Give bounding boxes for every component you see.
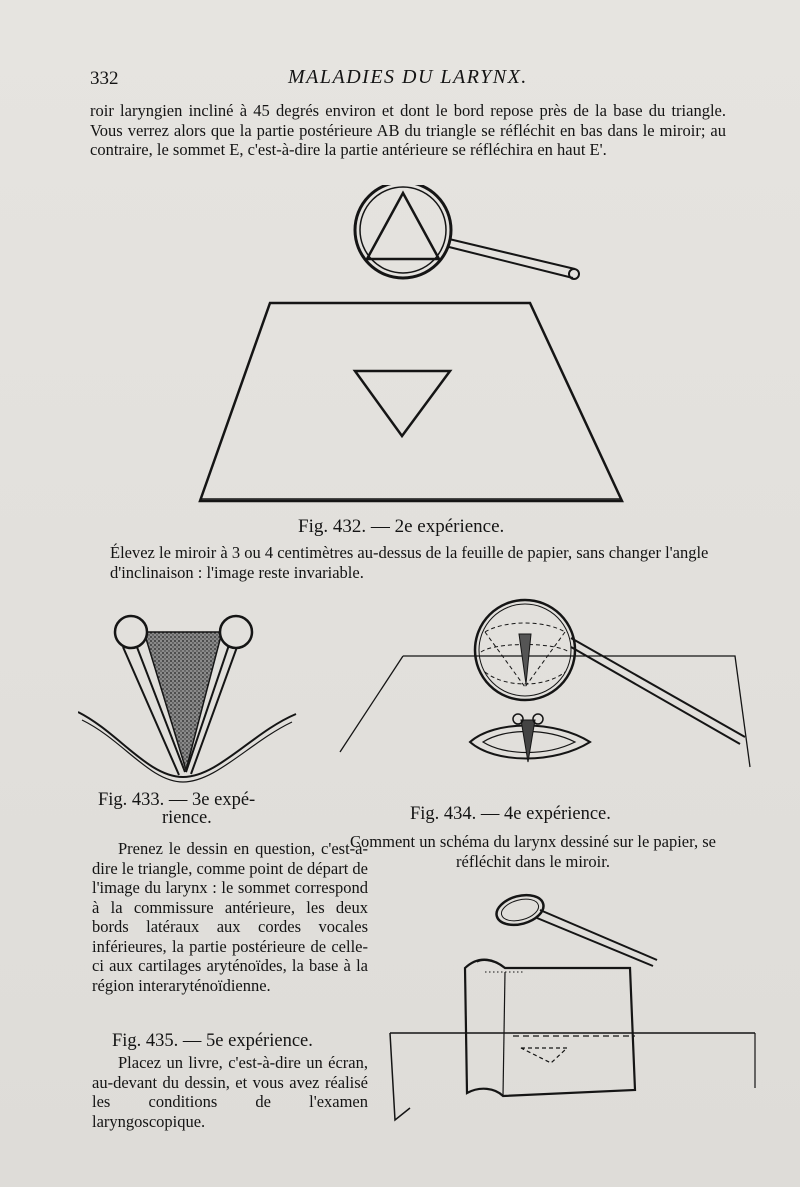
paragraph-fifth-experiment: Placez un livre, c'est-à-dire un écran, au-devant du dessin, et vous avez réalisé les conditions de l'examen laryngoscopique.	[92, 1053, 368, 1131]
figure-432-illustration	[190, 185, 640, 510]
figure-434-illustration	[335, 592, 755, 797]
figure-435-illustration	[385, 888, 765, 1128]
figure-433-illustration	[78, 612, 303, 787]
figure-434-caption: Fig. 434. — 4e expérience.	[410, 804, 611, 824]
figure-433-caption-line1: Fig. 433. — 3e expé-	[98, 790, 256, 810]
paragraph-third-experiment: Prenez le dessin en question, c'est-à-dire le triangle, comme point de départ de l'image du larynx : le sommet correspond à la commissure antérieure, les deux bords latéraux aux cordes vocales inférieures, la partie postérieure de celle-ci aux cartilages aryténoïdes, la base à la région interaryténoïdienne.	[92, 839, 368, 995]
figure-432-caption: Fig. 432. — 2e expérience.	[298, 516, 505, 537]
figure-433-caption-line2: rience.	[162, 808, 212, 828]
paragraph-intro: roir laryngien incliné à 45 degrés environ et dont le bord repose près de la base du triangle. Vous verrez alors que la partie postérieure AB du triangle se réfléchit en bas dans le miroir; au contraire, le sommet E, c'est-à-dire la partie antérieure se réfléchira en haut E'.	[90, 101, 726, 159]
page-number: 332	[90, 68, 119, 89]
figure-434-description: Comment un schéma du larynx dessiné sur le papier, se réfléchit dans le miroir.	[350, 832, 716, 871]
paragraph-second-experiment: Élevez le miroir à 3 ou 4 centimètres au-dessus de la feuille de papier, sans changer l'angle d'inclinaison : l'image reste invariable.	[110, 543, 709, 582]
running-title: MALADIES DU LARYNX.	[288, 66, 528, 88]
figure-435-caption: Fig. 435. — 5e expérience.	[112, 1031, 313, 1051]
